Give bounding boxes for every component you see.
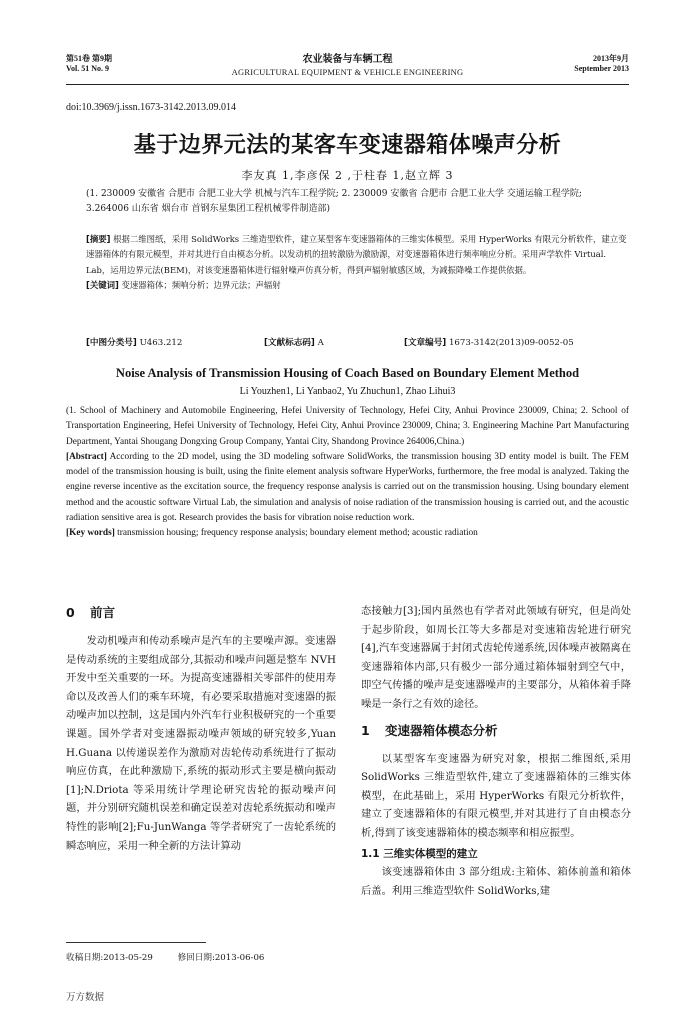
right-column [361,602,631,900]
section-heading-modal: 1 变速器箱体模态分析 [361,722,498,738]
volume-en: Vol. 51 No. 9 [66,64,110,73]
footnote-rule [66,942,206,943]
issue-date [574,54,629,74]
abstract-cn-label: [摘要] [86,234,111,244]
running-header [66,54,629,80]
english-authors: Li Youzhen1, Li Yanbao2, Yu Zhuchun1, Zhao Lihui3 [239,386,456,397]
revised-date: 修回日期:2013-06-06 [177,953,265,963]
doi: doi:10.3969/j.issn.1673-3142.2013.09.014 [66,102,237,113]
header-rule [66,84,629,85]
journal-name-cn: 农业装备与车辆工程 [302,54,393,65]
abstract-cn [86,232,631,293]
intro-paragraph-continued: 态接触力[3];国内虽然也有学者对此领域有研究，但是尚处于起步阶段，如周长江等大多都是对变速箱齿轮进行研究[4],汽车变速器属于封闭式齿轮传递系统,因体噪声被隔离在变速器箱体内部,只有极少一部分通过箱体辐射到空气中，即空气传播的噪声是变速器噪声的主要部分，从箱体着手降噪是一条行之有效的途径。 [361,605,631,710]
document-code: [文献标志码] A [264,338,324,348]
keywords-en-text: transmission housing; frequency response analysis; boundary element method; acoustic radiation [117,528,478,539]
subsection-paragraph: 该变速器箱体由 3 部分组成:主箱体、箱体前盖和箱体后盖。利用三维造型软件 SolidWorks,建 [361,866,631,897]
journal-name-en: AGRICULTURAL EQUIPMENT & VEHICLE ENGINEERING [231,67,464,77]
english-affiliations: (1. School of Machinery and Automobile Engineering, Hefei University of Technology, Hefei City, Anhui Province 230009, China; 2. School of Transportation Engineering, Hefei University of Technology, Hefei City, Anhui Province 230009, China; 3. Engineering Machine Part Manufacturing Department, Yantai Shougang Dongxing Group Company, Yantai City, Shandong Province 264006,China.) [66,406,629,447]
keywords-en-label: [Key words] [66,528,115,539]
keywords-en [66,526,629,541]
english-abstract-block [66,404,629,542]
affiliations-cn: (1. 230009 安徽省 合肥市 合肥工业大学 机械与汽车工程学院; 2. 230009 安徽省 合肥市 合肥工业大学 交通运输工程学院; 3.264006 山东省 烟台市 首钢东星集团工程机械零件制造部) [86,189,582,214]
keywords-cn-label: [关键词] [86,279,119,290]
subsection-heading: 1.1 三维实体模型的建立 [361,847,478,860]
keywords-cn-text: 变速器箱体；频响分析；边界元法；声辐射 [121,279,281,290]
footnote [66,951,286,963]
article-id: [文章编号] 1673-3142(2013)09-0052-05 [404,338,574,348]
issue-date-cn: 2013年9月 [593,54,629,63]
intro-paragraph: 发动机噪声和传动系噪声是汽车的主要噪声源。变速器是传动系统的主要组成部分,其振动和噪声问题是整车 NVH 开发中至关重要的一环。为提高变速器相关零部件的使用寿命以及改善人们的乘车环境，有必要采取措施对变速器的振动噪声加以控制，这是国内外汽车行业积极研究的一个重要课题。国外学者对变速器振动噪声领域的研究较多,Yuan H.Guana 以传递误差作为激励对齿轮传动系统进行了振动响应仿真，在此种激励下,系统的振动形式主要是横向振动[1];N.Driota 等采用统计学理论研究齿轮的振动噪声问题，并分别研究随机误差和确定误差对齿轮系统振动和噪声特性的影响[2];Fu-JunWanga 等学者研究了一齿轮系统的瞬态响应，采用一种全新的方法计算动 [66,635,336,852]
section-heading-intro: 0 前言 [66,605,116,620]
received-date: 收稿日期:2013-05-29 [66,953,153,963]
paper-title: 基于边界元法的某客车变速器箱体噪声分析 [133,133,562,158]
modal-paragraph: 以某型客车变速器为研究对象，根据二维图纸,采用 SolidWorks 三维造型软件,建立了变速器箱体的三维实体模型，在此基础上，采用 HyperWorks 有限元分析软件，建立了变速器箱体的有限元模型,并对其进行了自由模态分析,得到了该变速器箱体的模态频率和相应振型。 [361,752,631,839]
clc-number: [中图分类号] U463.212 [86,338,183,348]
abstract-en-label: [Abstract] [66,451,107,462]
abstract-en-text: According to the 2D model, using the 3D modeling software SolidWorks, the transmission housing 3D entity model is built. The FEM model of the transmission housing is built, using the finite element analysis software HyperWorks, furthermore, the free modal is analyzed. Taking the engine reverse incentive as the excitation source, the frequency response analysis is carried out on the transmission housing. Using boundary element method and the acoustic software Virtual Lab, the simulation and analysis of noise radiation of the transmission housing is carried out, and the acoustic radiation sensitive area is got. Research provides the basis for vibration noise reduction work. [66,451,629,524]
author-list: 李友真 1,李彦保 2 ,于柱春 1,赵立辉 3 [241,169,454,182]
abstract-en [66,450,629,526]
english-title: Noise Analysis of Transmission Housing of Coach Based on Boundary Element Method [115,366,580,380]
volume-cn: 第51卷 第9期 [66,54,112,63]
left-column [66,602,336,855]
journal-name [66,54,629,78]
issue-date-en: September 2013 [574,64,629,73]
watermark: 万方数据 [66,992,105,1003]
abstract-cn-text: 根据二维图纸，采用 SolidWorks 三维造型软件，建立某型客车变速器箱体的三维实体模型。采用 HyperWorks 有限元分析软件，建立变速器箱体的有限元模型，并对其进行自由模态分析。以发动机的扭转激励为激励源，对变速器箱体进行频率响应分析。采用声学软件 Virtual. Lab，运用边界元法(BEM)，对该变速器箱体进行辐射噪声仿真分析，得到声辐射敏感区域，为减振降噪工作提供依据。 [86,234,627,275]
keywords-cn [86,278,631,293]
